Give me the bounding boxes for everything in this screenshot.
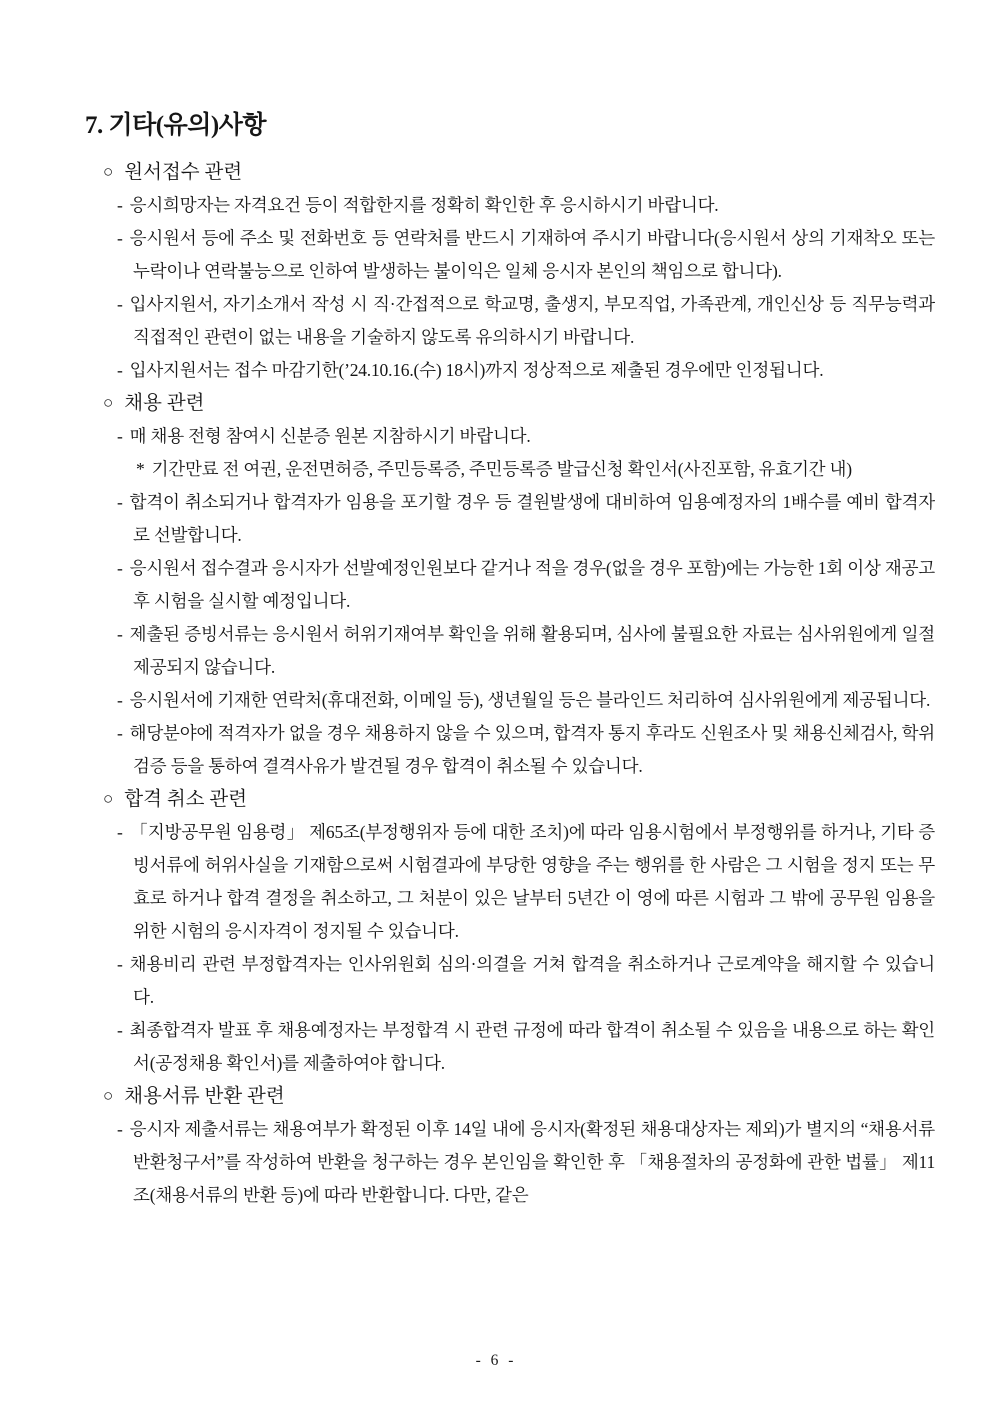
item-text: 합격이 취소되거나 합격자가 임용을 포기할 경우 등 결원발생에 대비하여 임용예정자의 1배수를 예비 합격자로 선발합니다. [129,492,935,545]
item-text: 기간만료 전 여권, 운전면허증, 주민등록증, 주민등록증 발급신청 확인서(사진포함, 유효기간 내) [151,459,852,479]
section-header-text: 합격 취소 관련 [124,789,248,810]
item-text: 입사지원서는 접수 마감기한(’24.10.16.(수) 18시)까지 정상적으로 제출된 경우에만 인정됩니다. [129,360,824,380]
list-item [117,948,935,1014]
item-text: 응시원서 접수결과 응시자가 선발예정인원보다 같거나 적을 경우(없을 경우 포함)에는 가능한 1회 이상 재공고 후 시험을 실시할 예정입니다. [129,558,935,611]
dash-marker: - [117,360,123,380]
section-document-return [85,1080,935,1212]
section-pass-cancellation [85,783,935,1080]
dash-marker: - [117,228,123,248]
section-recruitment [85,387,935,783]
list-item [117,1113,935,1212]
dash-marker: - [117,954,123,974]
section-header-text: 채용 관련 [124,393,205,414]
item-text: 제출된 증빙서류는 응시원서 허위기재여부 확인을 위해 활용되며, 심사에 불필요한 자료는 심사위원에게 일절 제공되지 않습니다. [129,624,935,677]
dash-marker: - [117,690,123,710]
dash-marker: - [117,1020,123,1040]
section-header [103,387,935,420]
list-item [117,189,935,222]
list-item-note [136,453,935,486]
circle-bullet-icon: ○ [103,1086,114,1105]
item-text: 해당분야에 적격자가 없을 경우 채용하지 않을 수 있으며, 합격자 통지 후라도 신원조사 및 채용신체검사, 학위검증 등을 통하여 결격사유가 발견될 경우 합격이 취소될 수 있습니다. [129,723,935,776]
item-text: 응시원서에 기재한 연락처(휴대전화, 이메일 등), 생년월일 등은 블라인드 처리하여 심사위원에게 제공됩니다. [129,690,931,710]
asterisk-marker: * [136,459,145,479]
item-text: 채용비리 관련 부정합격자는 인사위원회 심의·의결을 거쳐 합격을 취소하거나 근로계약을 해지할 수 있습니다. [129,954,935,1007]
page-title: 7. 기타(유의)사항 [85,112,267,139]
dash-marker: - [117,426,123,446]
dash-marker: - [117,624,123,644]
list-item [117,486,935,552]
list-item [117,816,935,948]
dash-marker: - [117,1119,123,1139]
dash-marker: - [117,195,123,215]
item-text: 최종합격자 발표 후 채용예정자는 부정합격 시 관련 규정에 따라 합격이 취소될 수 있음을 내용으로 하는 확인서(공정채용 확인서)를 제출하여야 합니다. [129,1020,935,1073]
section-header [103,783,935,816]
list-item [117,1014,935,1080]
section-application-receipt [85,156,935,387]
document-content [85,110,935,1212]
list-item [117,552,935,618]
item-text: 응시원서 등에 주소 및 전화번호 등 연락처를 반드시 기재하여 주시기 바랍니다(응시원서 상의 기재착오 또는 누락이나 연락불능으로 인하여 발생하는 불이익은 일체 응시자 본인의 책임으로 합니다). [129,228,935,281]
list-item [117,354,935,387]
item-text: 매 채용 전형 참여시 신분증 원본 지참하시기 바랍니다. [129,426,531,446]
circle-bullet-icon: ○ [103,789,114,808]
dash-marker: - [117,294,123,314]
section-header-text: 채용서류 반환 관련 [124,1086,285,1107]
list-item [117,618,935,684]
item-text: 응시희망자는 자격요건 등이 적합한지를 정확히 확인한 후 응시하시기 바랍니다. [129,195,719,215]
dash-marker: - [117,492,123,512]
section-header-text: 원서접수 관련 [124,162,243,183]
item-text: 입사지원서, 자기소개서 작성 시 직·간접적으로 학교명, 출생지, 부모직업, 가족관계, 개인신상 등 직무능력과 직접적인 관련이 없는 내용을 기술하지 않도록 유의하시기 바랍니다. [129,294,935,347]
dash-marker: - [117,558,123,578]
list-item [117,684,935,717]
page-number: - 6 - [475,1352,517,1369]
circle-bullet-icon: ○ [103,162,114,181]
list-item [117,717,935,783]
item-text: 응시자 제출서류는 채용여부가 확정된 이후 14일 내에 응시자(확정된 채용대상자는 제외)가 별지의 “채용서류 반환청구서”를 작성하여 반환을 청구하는 경우 본인임을 확인한 후 「채용절차의 공정화에 관한 법률」 제11조(채용서류의 반환 등)에 따라 반환합니다. 다만, 같은 [129,1119,935,1205]
circle-bullet-icon: ○ [103,393,114,412]
section-header [103,156,935,189]
list-item [117,222,935,288]
section-header [103,1080,935,1113]
dash-marker: - [117,822,123,842]
dash-marker: - [117,723,123,743]
list-item [117,288,935,354]
list-item [117,420,935,453]
item-text: 「지방공무원 임용령」 제65조(부정행위자 등에 대한 조치)에 따라 임용시험에서 부정행위를 하거나, 기타 증빙서류에 허위사실을 기재함으로써 시험결과에 부당한 영향을 주는 행위를 한 사람은 그 시험을 정지 또는 무효로 하거나 합격 결정을 취소하고, 그 처분이 있은 날부터 5년간 이 영에 따른 시험과 그 밖에 공무원 임용을 위한 시험의 응시자격이 정지될 수 있습니다. [129,822,935,941]
